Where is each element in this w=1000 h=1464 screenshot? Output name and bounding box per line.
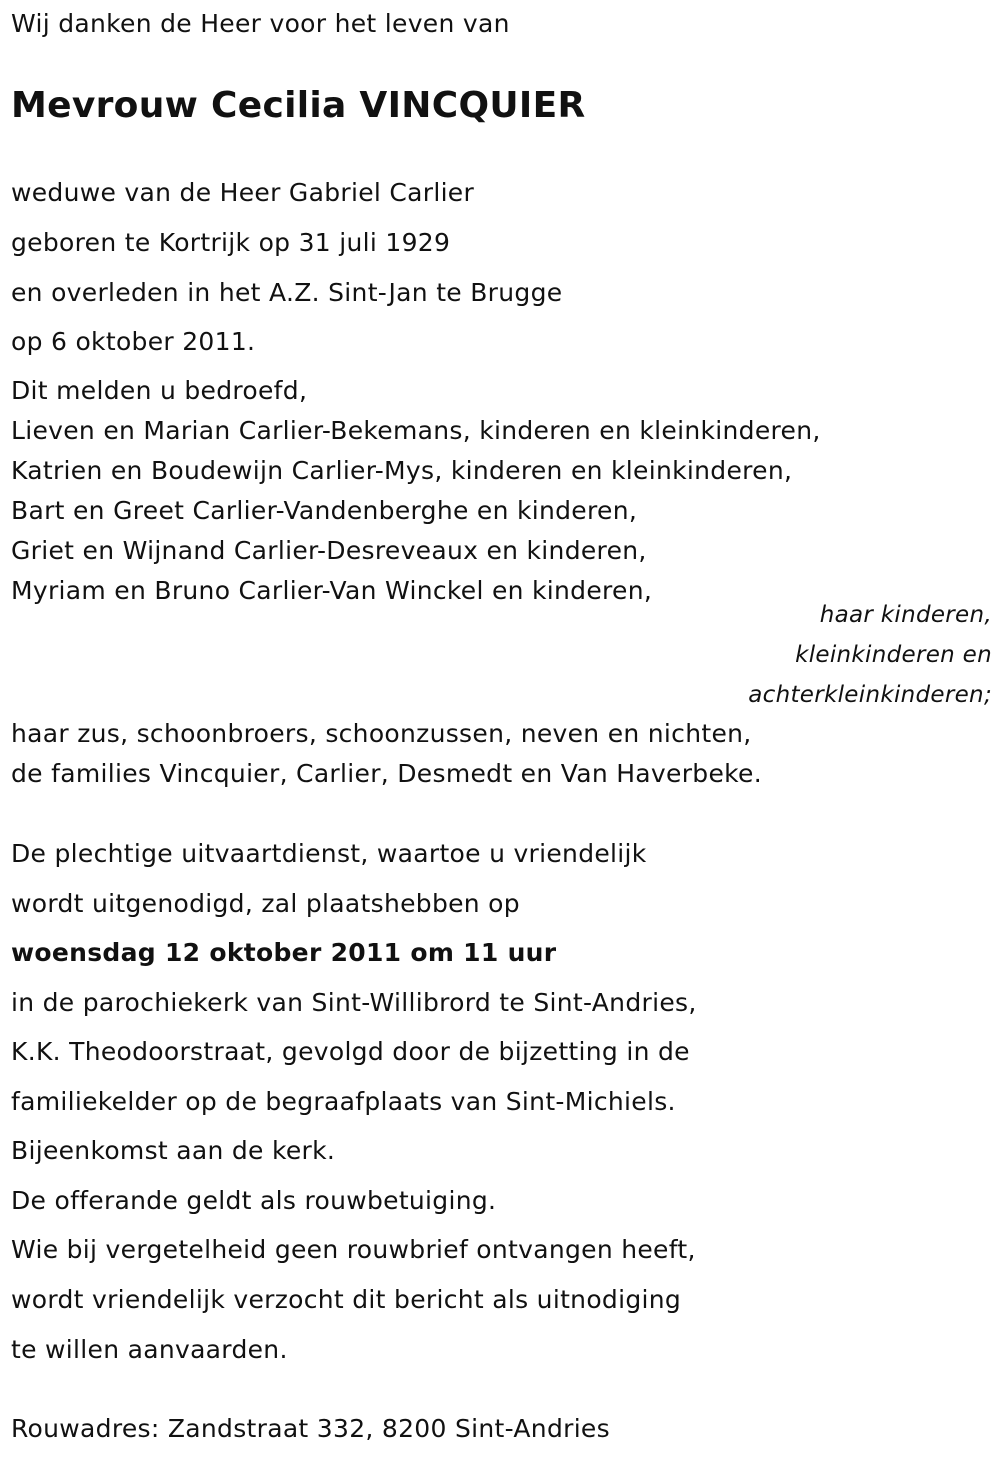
service-detail-line: familiekelder op de begraafplaats van Sint-Michiels.: [11, 1087, 676, 1116]
detail-widow: weduwe van de Heer Gabriel Carlier: [11, 178, 475, 207]
intro-text: Wij danken de Heer voor het leven van: [11, 9, 510, 38]
service-date: woensdag 12 oktober 2011 om 11 uur: [11, 938, 557, 967]
family-summary-line: achterkleinkinderen;: [748, 682, 992, 708]
family-line: Katrien en Boudewijn Carlier-Mys, kinderen en kleinkinderen,: [11, 456, 793, 485]
service-detail-line: K.K. Theodoorstraat, gevolgd door de bijzetting in de: [11, 1037, 690, 1066]
family-line: Griet en Wijnand Carlier-Desreveaux en kinderen,: [11, 536, 647, 565]
detail-death-place: en overleden in het A.Z. Sint-Jan te Brugge: [11, 278, 563, 307]
service-intro-line: wordt uitgenodigd, zal plaatshebben op: [11, 889, 520, 918]
family-line: Myriam en Bruno Carlier-Van Winckel en kinderen,: [11, 576, 653, 605]
service-intro-line: De plechtige uitvaartdienst, waartoe u vriendelijk: [11, 839, 647, 868]
family-summary-line: kleinkinderen en: [795, 642, 992, 668]
service-detail-line: te willen aanvaarden.: [11, 1335, 288, 1364]
relatives-line: de families Vincquier, Carlier, Desmedt en Van Haverbeke.: [11, 759, 762, 788]
service-detail-line: De offerande geldt als rouwbetuiging.: [11, 1186, 497, 1215]
service-detail-line: Wie bij vergetelheid geen rouwbrief ontvangen heeft,: [11, 1235, 696, 1264]
relatives-line: haar zus, schoonbroers, schoonzussen, neven en nichten,: [11, 719, 752, 748]
service-detail-line: Bijeenkomst aan de kerk.: [11, 1136, 336, 1165]
service-detail-line: wordt vriendelijk verzocht dit bericht als uitnodiging: [11, 1285, 682, 1314]
family-line: Lieven en Marian Carlier-Bekemans, kinderen en kleinkinderen,: [11, 416, 821, 445]
family-line: Bart en Greet Carlier-Vandenberghe en kinderen,: [11, 496, 638, 525]
detail-birth: geboren te Kortrijk op 31 juli 1929: [11, 228, 451, 257]
funeral-address: Rouwadres: Zandstraat 332, 8200 Sint-Andries: [11, 1414, 610, 1443]
deceased-name: Mevrouw Cecilia VINCQUIER: [11, 85, 586, 126]
service-detail-line: in de parochiekerk van Sint-Willibrord te Sint-Andries,: [11, 988, 697, 1017]
announcement-intro: Dit melden u bedroefd,: [11, 376, 308, 405]
detail-death-date: op 6 oktober 2011.: [11, 327, 256, 356]
family-summary-line: haar kinderen,: [819, 602, 992, 628]
